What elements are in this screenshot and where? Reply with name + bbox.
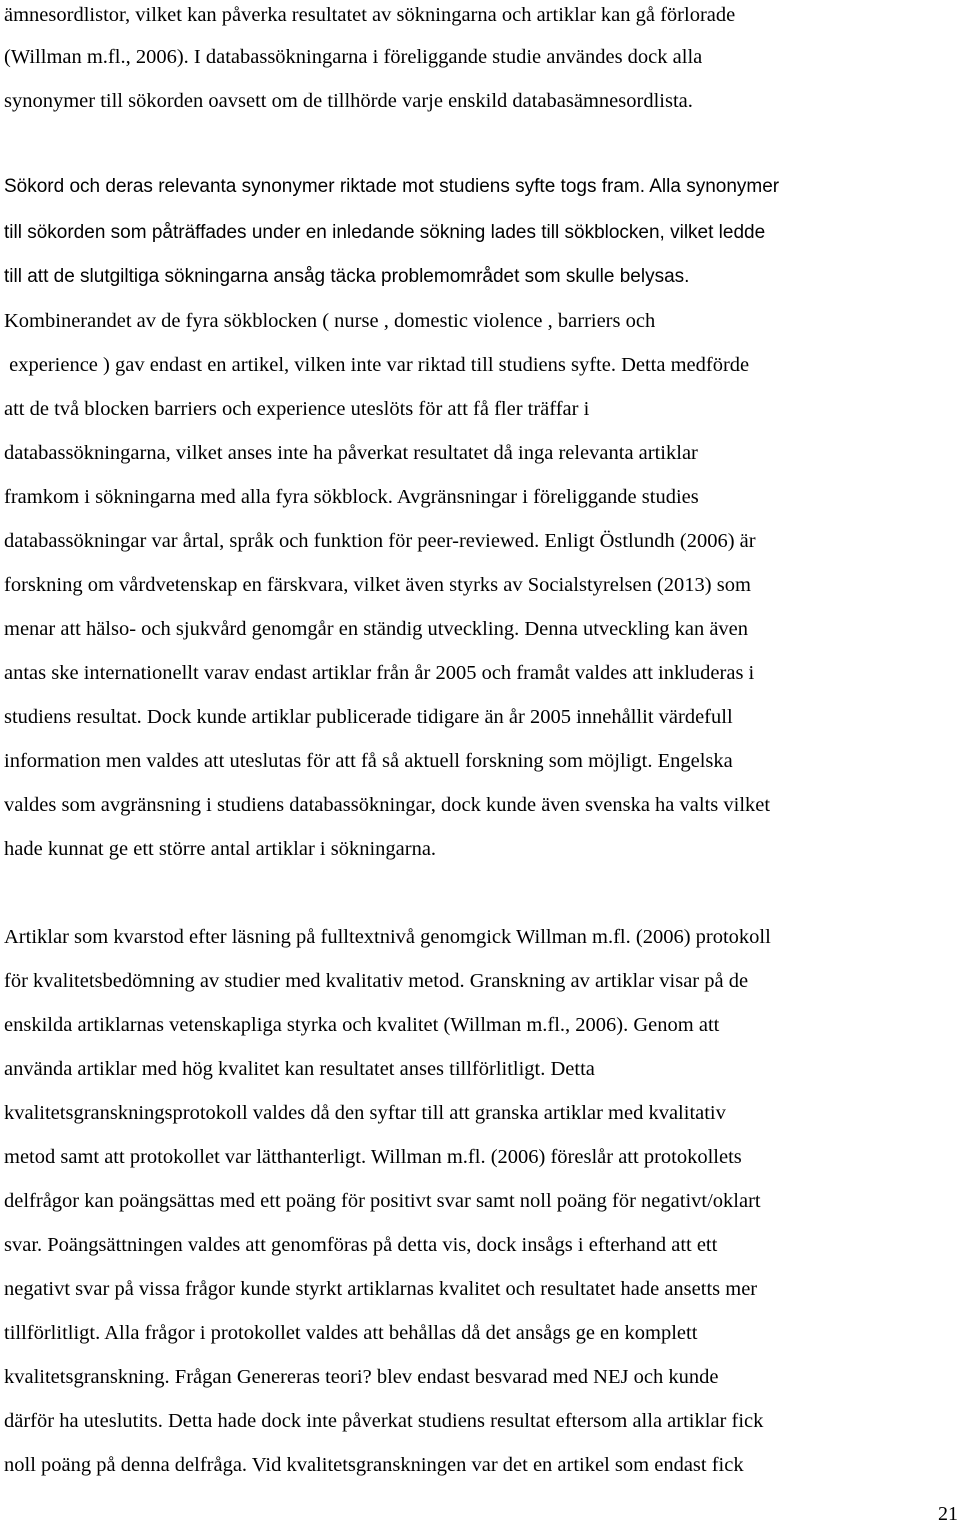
text-line: kvalitetsgranskning. Frågan Genereras teori? blev endast besvarad med NEJ och kunde (4, 1366, 719, 1388)
text-line: antas ske internationellt varav endast artiklar från år 2005 och framåt valdes att inkluderas i (4, 662, 755, 684)
text-line: därför ha uteslutits. Detta hade dock inte påverkat studiens resultat eftersom alla artiklar fick (4, 1410, 764, 1432)
text-line: till att de slutgiltiga sökningarna ansåg täcka problemområdet som skulle belysas. (4, 266, 690, 287)
text-line: forskning om vårdvetenskap en färskvara, vilket även styrks av Socialstyrelsen (2013) som (4, 574, 751, 596)
text-line: svar. Poängsättningen valdes att genomföras på detta vis, dock insågs i efterhand att ett (4, 1234, 718, 1256)
text-line: databassökningarna, vilket anses inte ha påverkat resultatet då inga relevanta artiklar (4, 442, 698, 464)
text-line: menar att hälso- och sjukvård genomgår en ständig utveckling. Denna utveckling kan även (4, 618, 749, 640)
text-line: att de två blocken barriers och experience uteslöts för att få fler träffar i (4, 398, 590, 420)
text-line: tillförlitligt. Alla frågor i protokollet valdes att behållas då det ansågs ge en komplett (4, 1322, 698, 1344)
text-line: negativt svar på vissa frågor kunde styrkt artiklarnas kvalitet och resultatet hade ansetts mer (4, 1278, 758, 1300)
text-line: Sökord och deras relevanta synonymer riktade mot studiens syfte togs fram. Alla synonymer (4, 176, 780, 197)
text-line: studiens resultat. Dock kunde artiklar publicerade tidigare än år 2005 innehållit värdefull (4, 706, 733, 728)
text-line: enskilda artiklarnas vetenskapliga styrka och kvalitet (Willman m.fl., 2006). Genom att (4, 1014, 720, 1036)
text-line: ämnesordlistor, vilket kan påverka resultatet av sökningarna och artiklar kan gå förlorade (4, 4, 736, 26)
text-line: valdes som avgränsning i studiens databassökningar, dock kunde även svenska ha valts vilket (4, 794, 771, 816)
text-line: framkom i sökningarna med alla fyra sökblock. Avgränsningar i föreliggande studies (4, 486, 699, 508)
text-line: databassökningar var årtal, språk och funktion för peer-reviewed. Enligt Östlundh (2006) är (4, 530, 756, 552)
text-line: använda artiklar med hög kvalitet kan resultatet anses tillförlitligt. Detta (4, 1058, 595, 1080)
text-line: till sökorden som påträffades under en inledande sökning lades till sökblocken, vilket ledde (4, 222, 766, 243)
text-line: kvalitetsgranskningsprotokoll valdes då den syftar till att granska artiklar med kvalitativ (4, 1102, 726, 1124)
text-line: (Willman m.fl., 2006). I databassökningarna i föreliggande studie användes dock alla (4, 46, 703, 68)
text-line: information men valdes att uteslutas för att få så aktuell forskning som möjligt. Engelska (4, 750, 733, 772)
text-line: Artiklar som kvarstod efter läsning på fulltextnivå genomgick Willman m.fl. (2006) protokoll (4, 926, 771, 948)
text-line: noll poäng på denna delfråga. Vid kvalitetsgranskningen var det en artikel som endast fick (4, 1454, 744, 1476)
text-line: hade kunnat ge ett större antal artiklar i sökningarna. (4, 838, 437, 860)
text-line: för kvalitetsbedömning av studier med kvalitativ metod. Granskning av artiklar visar på de (4, 970, 749, 992)
page-number: 21 (938, 1503, 958, 1525)
text-line: metod samt att protokollet var lätthanterligt. Willman m.fl. (2006) föreslår att protokollets (4, 1146, 742, 1168)
text-line: delfrågor kan poängsättas med ett poäng för positivt svar samt noll poäng för negativt/oklart (4, 1190, 761, 1212)
text-line: Kombinerandet av de fyra sökblocken ( nurse , domestic violence , barriers och (4, 310, 656, 332)
text-line: experience ) gav endast en artikel, vilken inte var riktad till studiens syfte. Detta medförde (4, 354, 750, 376)
text-line: synonymer till sökorden oavsett om de tillhörde varje enskild databasämnesordlista. (4, 90, 693, 112)
